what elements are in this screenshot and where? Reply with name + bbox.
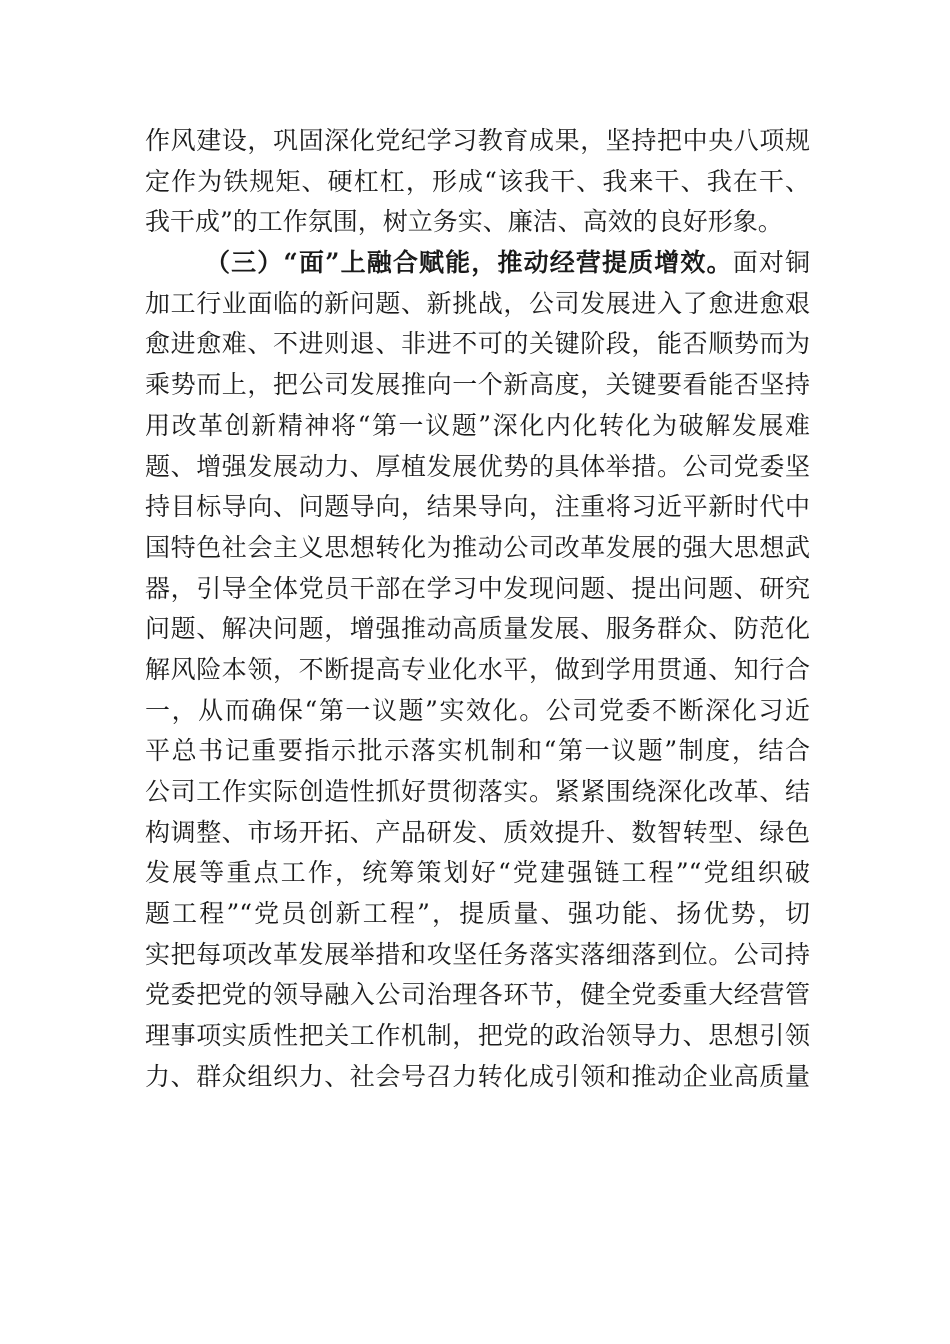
text-line: 理事项实质性把关工作机制，把党的政治领导力、思想引领 xyxy=(145,1021,810,1051)
section-heading-line xyxy=(145,243,810,284)
text-line: 国特色社会主义思想转化为推动公司改革发展的强大思想武 xyxy=(145,532,810,562)
text-line: 实把每项改革发展举措和攻坚任务落实落细落到位。公司持 xyxy=(145,939,810,969)
text-line: 题工程”“党员创新工程”，提质量、强功能、扬优势，切 xyxy=(145,899,810,929)
text-line: 持目标导向、问题导向，结果导向，注重将习近平新时代中 xyxy=(145,492,810,522)
text-line: 加工行业面临的新问题、新挑战，公司发展进入了愈进愈艰 xyxy=(145,288,810,318)
text-line: 问题、解决问题，增强推动高质量发展、服务群众、防范化 xyxy=(145,614,810,644)
text-line: 题、增强发展动力、厚植发展优势的具体举措。公司党委坚 xyxy=(145,451,810,481)
text-line: 平总书记重要指示批示落实机制和“第一议题”制度，结合 xyxy=(145,736,810,766)
text-line: 解风险本领，不断提高专业化水平，做到学用贯通、知行合 xyxy=(145,654,810,684)
text-line: 愈进愈难、不进则退、非进不可的关键阶段，能否顺势而为 xyxy=(145,329,810,359)
text-line: 构调整、市场开拓、产品研发、质效提升、数智转型、绿色 xyxy=(145,817,810,847)
text-line: 党委把党的领导融入公司治理各环节，健全党委重大经营管 xyxy=(145,980,810,1010)
text-line: 用改革创新精神将“第一议题”深化内化转化为破解发展难 xyxy=(145,410,810,440)
text-line: 器，引导全体党员干部在学习中发现问题、提出问题、研究 xyxy=(145,573,810,603)
text-line: 乘势而上，把公司发展推向一个新高度，关键要看能否坚持 xyxy=(145,370,810,400)
text-line: 作风建设，巩固深化党纪学习教育成果，坚持把中央八项规 xyxy=(145,126,810,155)
text-line: 一，从而确保“第一议题”实效化。公司党委不断深化习近 xyxy=(145,695,810,725)
text-line: 力、群众组织力、社会号召力转化成引领和推动企业高质量 xyxy=(145,1061,810,1091)
section-heading-continuation: 面对铜 xyxy=(732,248,810,278)
text-line: 定作为铁规矩、硬杠杠，形成“该我干、我来干、我在干、 xyxy=(145,166,810,196)
text-line: 发展等重点工作，统筹策划好“党建强链工程”“党组织破 xyxy=(145,858,810,888)
section-heading: （三）“面”上融合赋能，推动经营提质增效。 xyxy=(205,248,733,278)
text-line: 我干成”的工作氛围，树立务实、廉洁、高效的良好形象。 xyxy=(145,207,783,237)
document-page xyxy=(145,121,810,1098)
text-line: 公司工作实际创造性抓好贯彻落实。紧紧围绕深化改革、结 xyxy=(145,777,810,806)
